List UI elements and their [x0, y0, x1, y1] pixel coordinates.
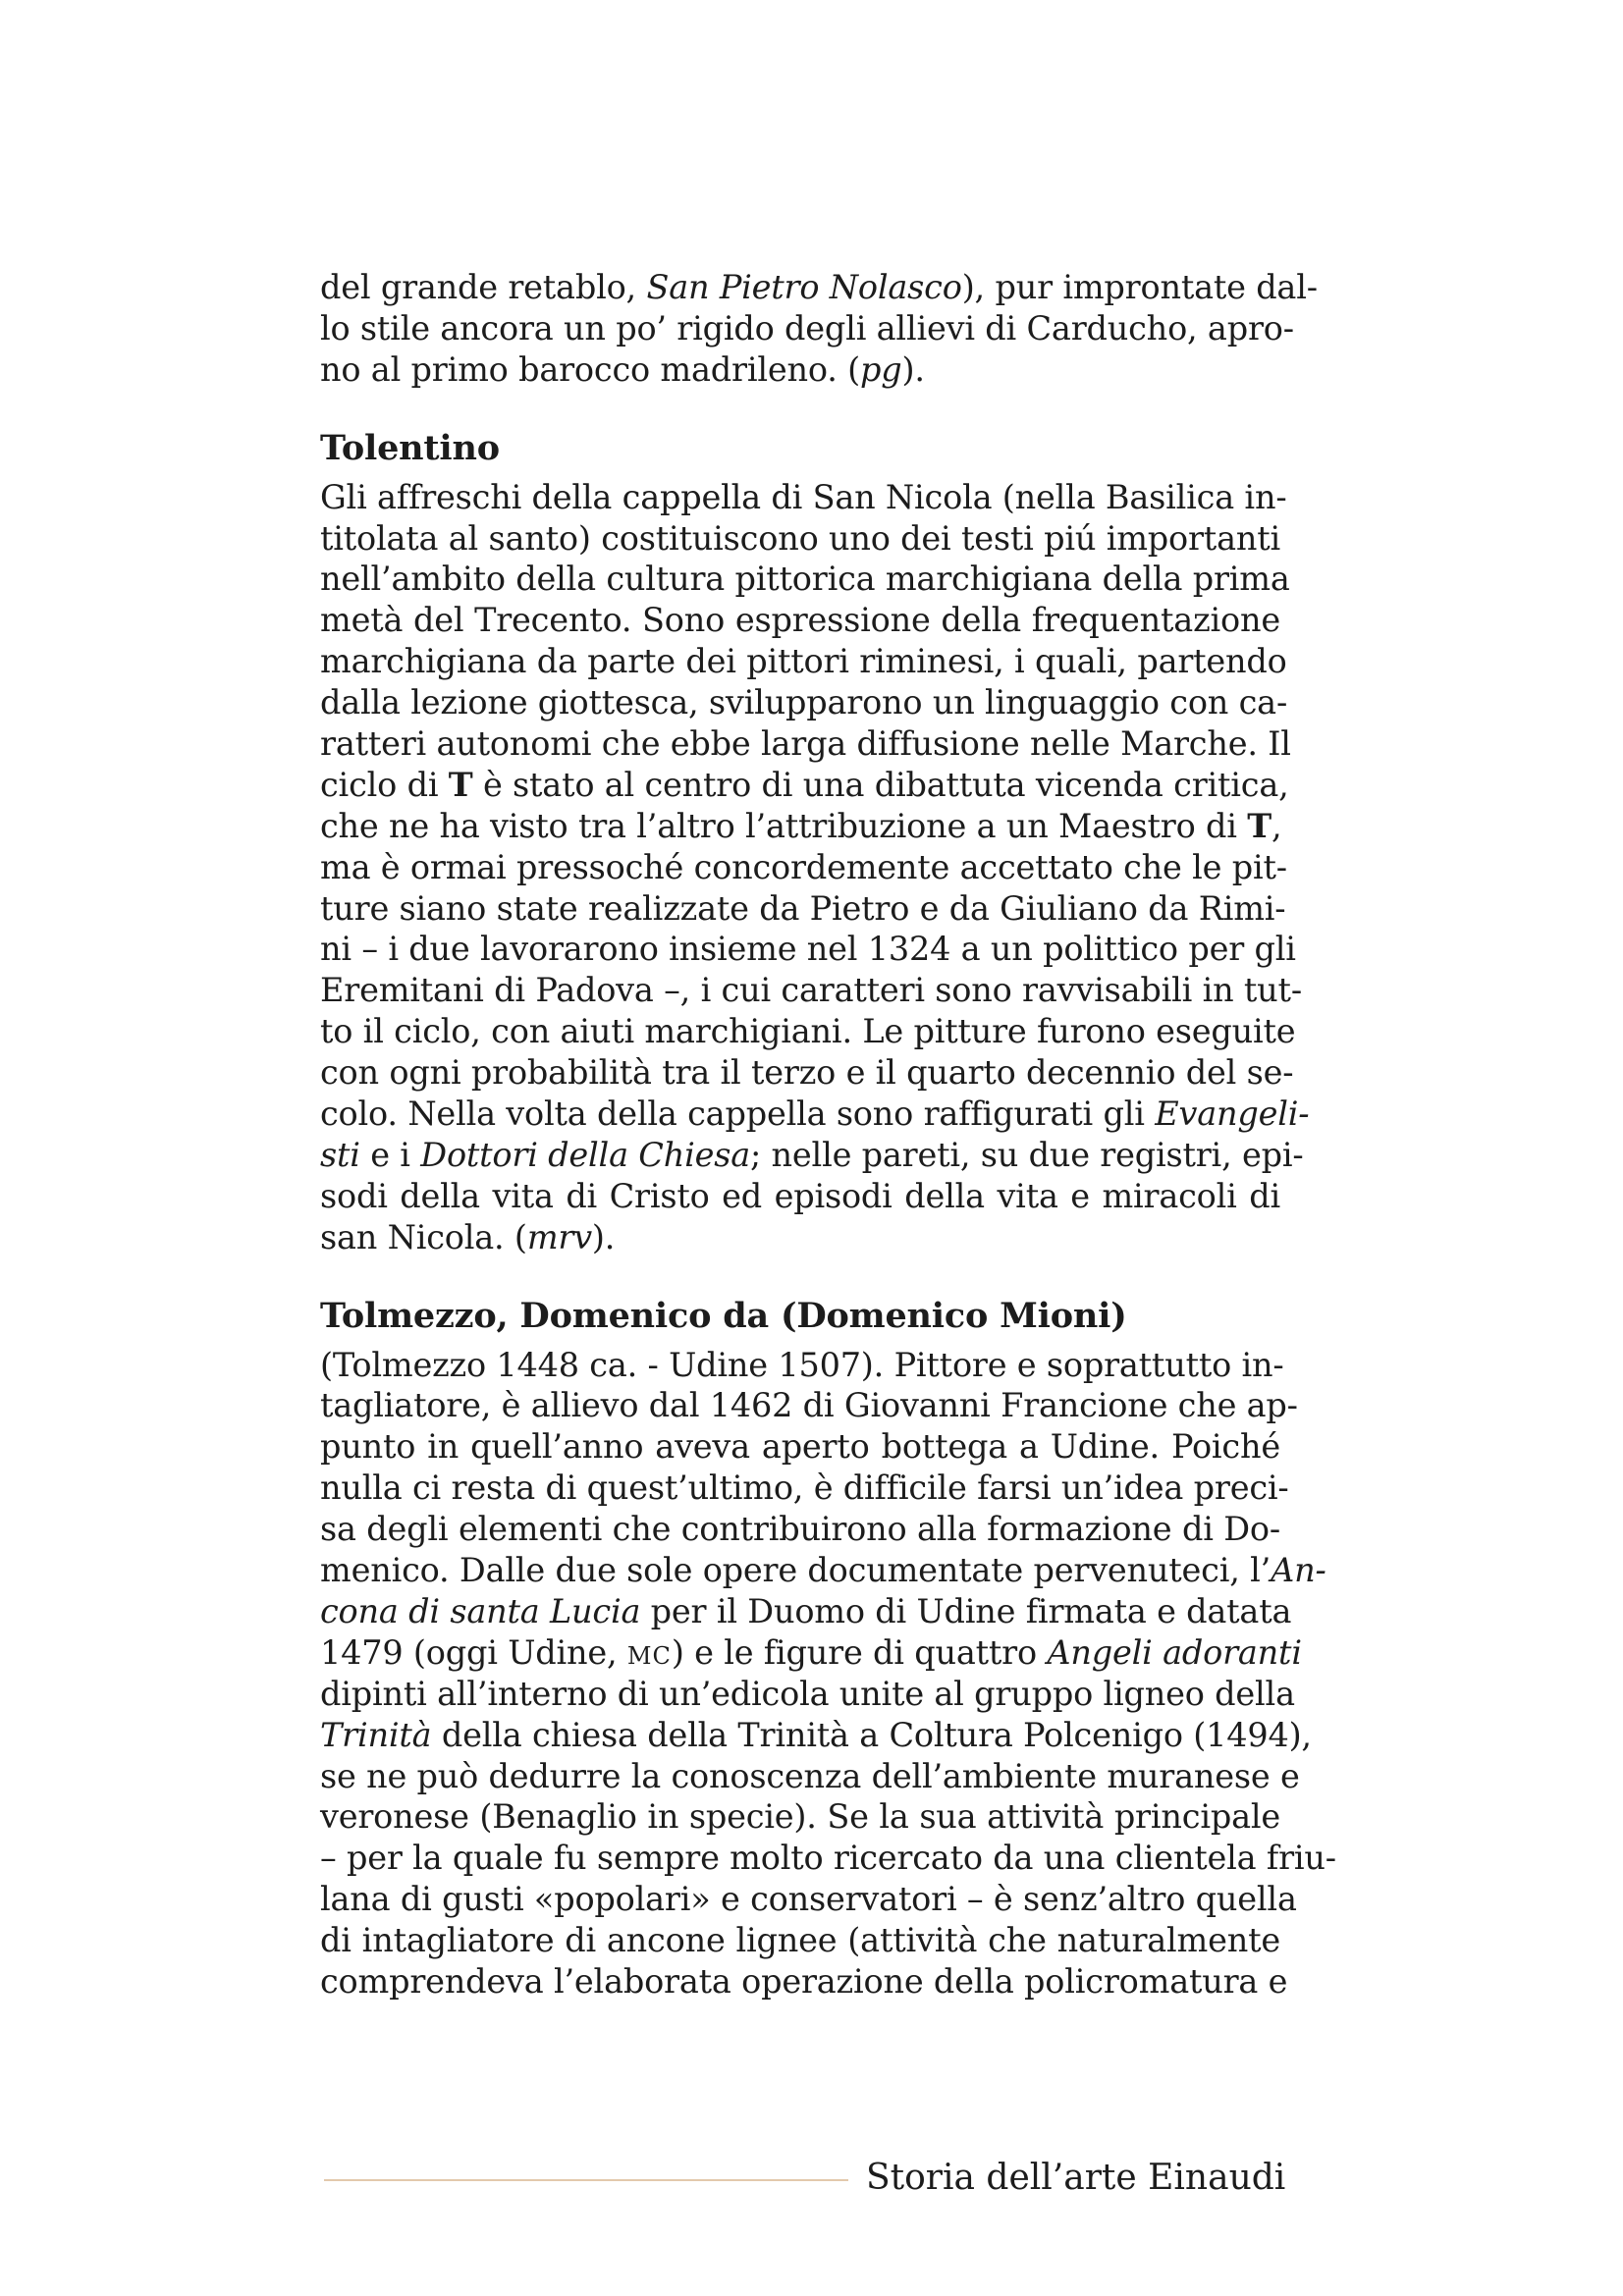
text-run: del grande retablo, — [320, 268, 647, 306]
text-line — [320, 1756, 1300, 1797]
text-run: Eremitani di Padova –, i cui caratteri sono ravvisabili in tut- — [320, 971, 1302, 1010]
text-run: che ne ha visto tra l’altro l’attribuzione a un Maestro di — [320, 806, 1248, 845]
text-run: no al primo barocco madrileno. ( — [320, 349, 860, 389]
text-run: lana di gusti «popolari» e conservatori – è senz’altro quella — [320, 1880, 1297, 1919]
text-line — [320, 1591, 1292, 1632]
text-run: ; nelle pareti, su due registri, epi- — [750, 1135, 1304, 1174]
text-line — [320, 308, 1294, 349]
footer-publisher: Storia dell’arte Einaudi — [866, 2158, 1286, 2198]
text-line — [320, 1961, 1288, 2002]
text-line — [320, 1550, 1326, 1591]
text-run: 1479 (oggi Udine, — [320, 1632, 627, 1672]
italic-title: Trinità — [320, 1715, 432, 1754]
text-line — [320, 559, 1290, 600]
text-run: lo stile ancora un po’ rigido degli allievi di Carducho, apro- — [320, 308, 1294, 347]
text-run: sodi della vita di Cristo ed episodi della vita e miracoli di — [320, 1176, 1280, 1215]
text-line — [320, 1632, 1302, 1674]
text-run: – per la quale fu sempre molto ricercato da una clientela friu- — [320, 1839, 1336, 1878]
bold-abbreviation: T — [1247, 806, 1271, 845]
text-run: per il Duomo di Udine firmata e datata — [640, 1591, 1292, 1630]
spacer — [320, 391, 1280, 426]
italic-title: Dottori della Chiesa — [420, 1135, 751, 1174]
text-line — [320, 477, 1287, 518]
text-run: nulla ci resta di quest’ultimo, è difficile farsi un’idea preci- — [320, 1468, 1289, 1508]
document-body — [320, 267, 1336, 2002]
intro-paragraph — [320, 267, 1318, 391]
text-line — [320, 1135, 1304, 1176]
text-line — [320, 1094, 1310, 1135]
text-run: titolata al santo) costituiscono uno dei testi piú importanti — [320, 518, 1280, 558]
text-run: è stato al centro di una dibattuta vicenda critica, — [472, 765, 1289, 804]
text-run: con ogni probabilità tra il terzo e il quarto decennio del se- — [320, 1053, 1294, 1093]
text-line — [320, 1796, 1280, 1838]
text-run: dalla lezione giottesca, svilupparono un linguaggio con ca- — [320, 683, 1288, 722]
text-line — [320, 1879, 1297, 1920]
text-run: colo. Nella volta della cappella sono raffigurati gli — [320, 1095, 1156, 1134]
text-line — [320, 349, 1280, 391]
text-run: , — [1271, 806, 1282, 845]
text-line — [320, 1920, 1280, 1961]
text-line — [320, 1011, 1296, 1052]
text-run: marchigiana da parte dei pittori riminesi, i quali, partendo — [320, 642, 1287, 681]
text-run: comprendeva l’elaborata operazione della policromatura e — [320, 1961, 1288, 2001]
text-line — [320, 682, 1288, 723]
text-run: punto in quell’anno aveva aperto bottega a Udine. Poiché — [320, 1427, 1280, 1467]
text-run: ), pur improntate dal- — [961, 268, 1318, 306]
tolmezzo-paragraph — [320, 1345, 1336, 2002]
text-line — [320, 1715, 1312, 1756]
entry-heading-tolmezzo: Tolmezzo, Domenico da (Domenico Mioni) — [320, 1295, 1127, 1336]
text-line — [320, 1468, 1289, 1509]
italic-title: sti — [320, 1135, 360, 1174]
text-line — [320, 1345, 1284, 1386]
text-run: to il ciclo, con aiuti marchigiani. Le pitture furono eseguite — [320, 1012, 1296, 1051]
text-line — [320, 888, 1286, 930]
text-line — [320, 806, 1280, 847]
text-line — [320, 600, 1280, 641]
text-run: ture siano state realizzate da Pietro e da Giuliano da Rimi- — [320, 888, 1286, 928]
text-line — [320, 765, 1289, 806]
text-run: di intagliatore di ancone lignee (attività che naturalmente — [320, 1921, 1280, 1960]
small-caps-abbreviation: MC — [626, 1641, 672, 1670]
text-line — [320, 1217, 1280, 1258]
italic-title: An- — [1271, 1551, 1326, 1590]
italic-title: pg — [860, 349, 902, 389]
spacer — [320, 1258, 1280, 1294]
italic-title: mrv — [526, 1217, 592, 1256]
bold-abbreviation: T — [448, 765, 473, 804]
text-line — [320, 1426, 1280, 1468]
text-run: ). — [901, 349, 925, 389]
text-run: Gli affreschi della cappella di San Nicola (nella Basilica in- — [320, 477, 1287, 516]
text-line — [320, 1509, 1280, 1550]
text-run: ni – i due lavorarono insieme nel 1324 a un polittico per gli — [320, 930, 1296, 969]
text-run: ) e le figure di quattro — [671, 1632, 1048, 1672]
footer-rule — [324, 2179, 848, 2181]
text-run: ciclo di — [320, 765, 449, 804]
text-run: metà del Trecento. Sono espressione della frequentazione — [320, 601, 1280, 640]
text-run: menico. Dalle due sole opere documentate pervenuteci, l’ — [320, 1551, 1271, 1590]
text-run: e i — [359, 1135, 421, 1174]
text-run: ). — [591, 1217, 616, 1256]
text-run: se ne può dedurre la conoscenza dell’ambiente muranese e — [320, 1756, 1300, 1795]
text-line — [320, 847, 1287, 888]
italic-title: San Pietro Nolasco — [646, 268, 962, 306]
text-line — [320, 1674, 1295, 1715]
text-run: veronese (Benaglio in specie). Se la sua attività principale — [320, 1797, 1280, 1837]
text-run: sa degli elementi che contribuirono alla formazione di Do- — [320, 1510, 1280, 1549]
text-line — [320, 1176, 1280, 1217]
text-line — [320, 518, 1280, 560]
entry-heading-tolentino: Tolentino — [320, 427, 500, 468]
text-line — [320, 267, 1318, 308]
tolentino-paragraph — [320, 477, 1310, 1258]
text-run: ma è ormai pressoché concordemente accettato che le pit- — [320, 847, 1287, 886]
text-run: san Nicola. ( — [320, 1217, 527, 1256]
text-line — [320, 1052, 1294, 1094]
italic-title: cona di santa Lucia — [320, 1591, 641, 1630]
italic-title: Angeli adoranti — [1047, 1632, 1302, 1672]
text-run: ratteri autonomi che ebbe larga diffusione nelle Marche. Il — [320, 724, 1291, 764]
text-line — [320, 723, 1291, 765]
italic-title: Evangeli- — [1155, 1095, 1310, 1134]
text-run: tagliatore, è allievo dal 1462 di Giovanni Francione che ap- — [320, 1386, 1298, 1425]
text-line — [320, 1385, 1298, 1426]
text-run: dipinti all’interno di un’edicola unite al gruppo ligneo della — [320, 1674, 1295, 1713]
text-run: nell’ambito della cultura pittorica marchigiana della prima — [320, 560, 1290, 599]
text-line — [320, 1838, 1336, 1879]
text-line — [320, 641, 1287, 682]
text-run: della chiesa della Trinità a Coltura Polcenigo (1494), — [431, 1715, 1312, 1754]
text-line — [320, 929, 1296, 970]
text-run: (Tolmezzo 1448 ca. - Udine 1507). Pittore e soprattutto in- — [320, 1345, 1284, 1384]
text-line — [320, 970, 1302, 1011]
